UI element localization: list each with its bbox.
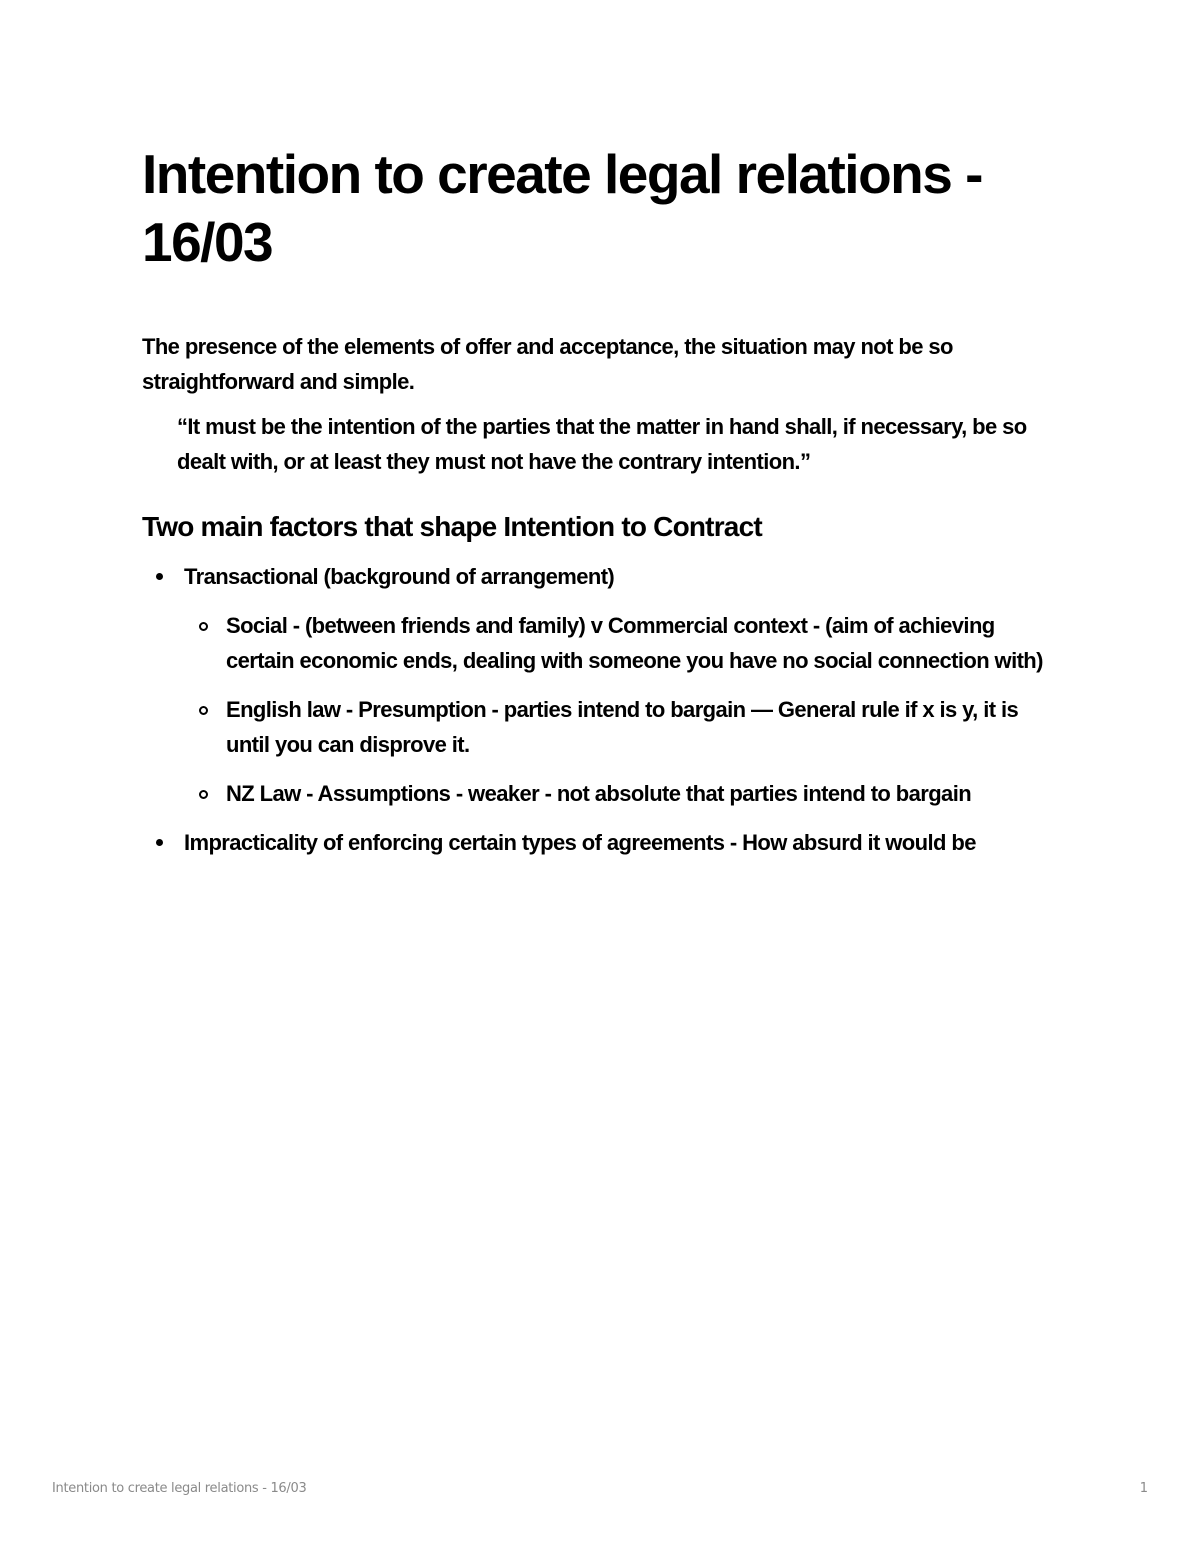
- list-item-transactional: [142, 559, 1057, 811]
- section-heading: Two main factors that shape Intention to Contract: [142, 511, 762, 542]
- intro-paragraph: The presence of the elements of offer and acceptance, the situation may not be so straightforward and simple.: [142, 334, 953, 394]
- block-quote: “It must be the intention of the parties that the matter in hand shall, if necessary, be so dealt with, or at least they must not have the contrary intention.”: [177, 414, 1027, 474]
- sub-list-item-text: English law - Presumption - parties intend to bargain — General rule if x is y, it is until you can disprove it.: [226, 697, 1019, 757]
- page-number: 1: [1139, 1481, 1148, 1496]
- bullet-circle-icon: [199, 706, 208, 715]
- sub-list-item-text: Social - (between friends and family) v Commercial context - (aim of achieving certain economic ends, dealing with someone you have no social connection with): [226, 613, 1043, 673]
- list-item-text: Impracticality of enforcing certain types of agreements - How absurd it would be: [184, 830, 976, 855]
- bullet-disc-icon: [156, 573, 163, 580]
- bullet-circle-icon: [199, 790, 208, 799]
- bullet-disc-icon: [156, 839, 163, 846]
- list-item-impracticality: [142, 825, 1057, 860]
- sub-list-item-text: NZ Law - Assumptions - weaker - not absolute that parties intend to bargain: [226, 781, 972, 806]
- list-item-text: Transactional (background of arrangement): [184, 564, 615, 589]
- footer-title: Intention to create legal relations - 16/03: [52, 1481, 307, 1496]
- sub-list: [184, 608, 1057, 811]
- factors-list: [142, 559, 1057, 860]
- bullet-circle-icon: [199, 622, 208, 631]
- document-page: [142, 140, 1057, 860]
- document-title: Intention to create legal relations - 16/03: [142, 143, 982, 273]
- sub-list-item-nz-law: [184, 776, 1057, 811]
- sub-list-item-english-law: [184, 692, 1057, 762]
- sub-list-item-social: [184, 608, 1057, 678]
